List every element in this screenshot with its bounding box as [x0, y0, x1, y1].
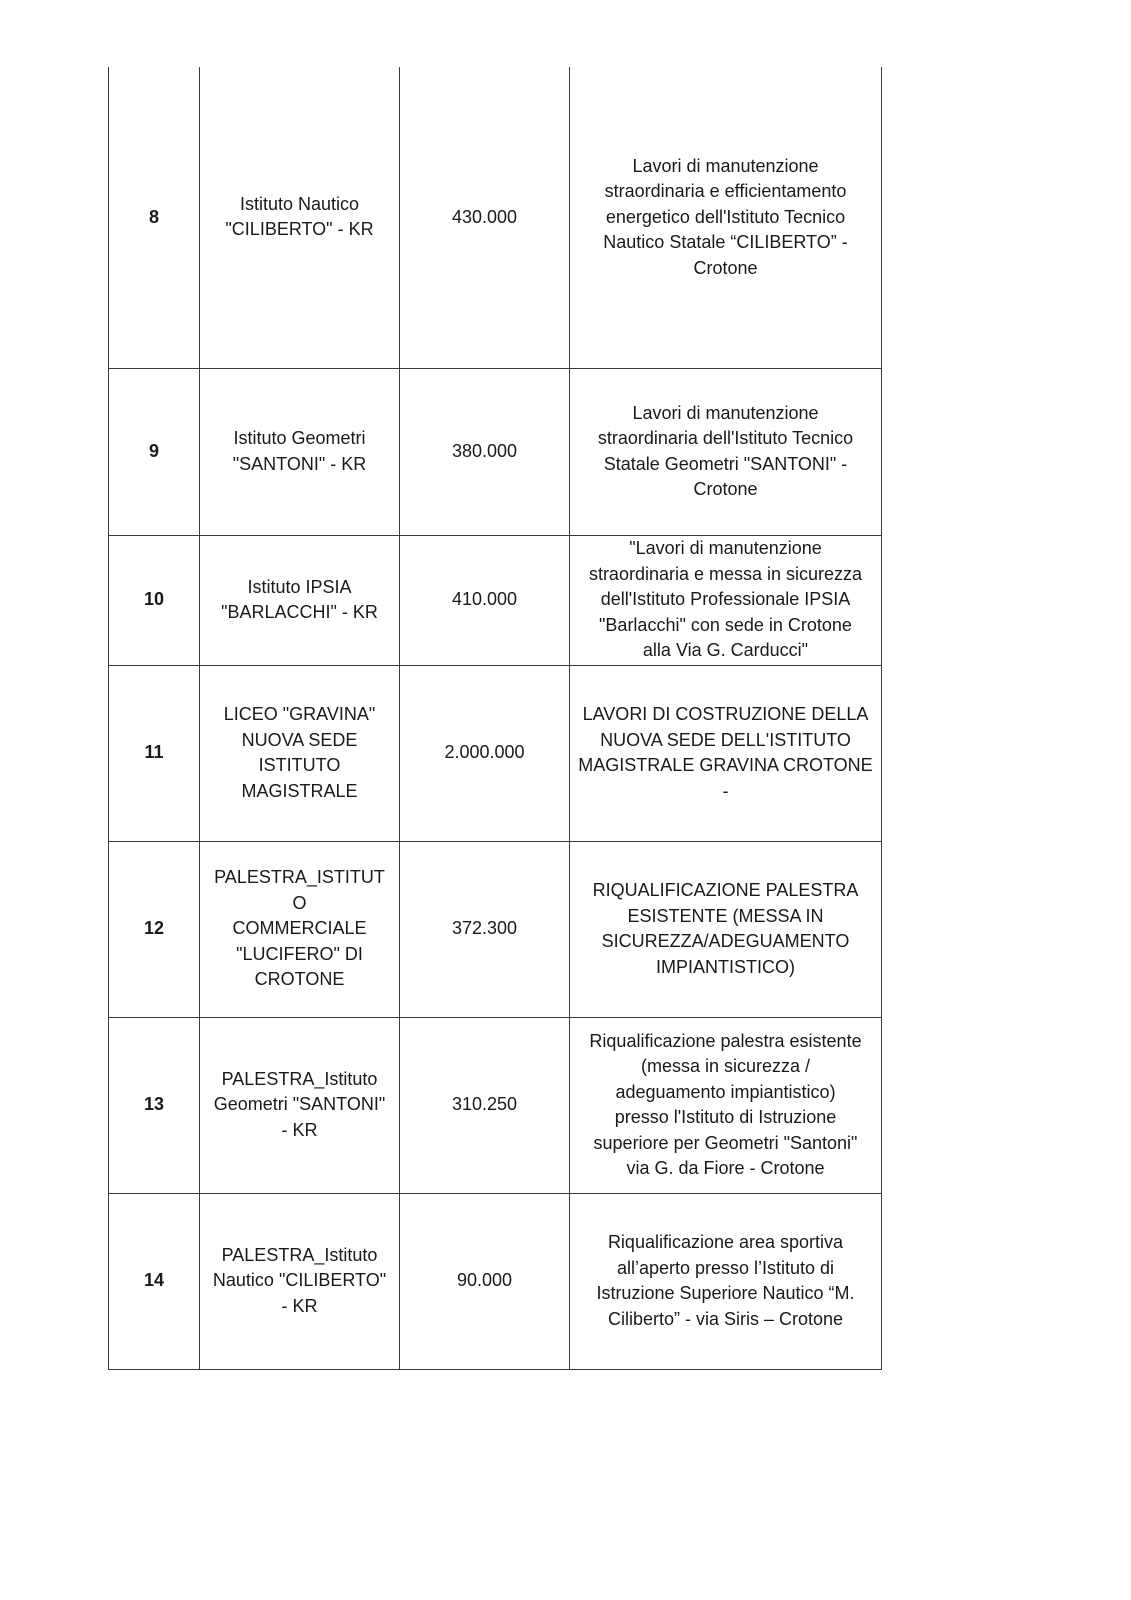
- cell-text-line: MAGISTRALE: [241, 780, 358, 801]
- cell-text-line: Lavori di manutenzione: [632, 155, 819, 176]
- cell-text-line: alla Via G. Carducci": [642, 640, 809, 661]
- amount-cell: 372.300: [400, 841, 570, 1017]
- row-number-cell: 11: [109, 665, 200, 841]
- cell-text-line: superiore per Geometri "Santoni": [593, 1132, 858, 1153]
- description-cell: [570, 1193, 882, 1369]
- works-table: [108, 67, 882, 1370]
- cell-text-line: - KR: [281, 1295, 318, 1316]
- table-row: [109, 535, 882, 665]
- cell-text-line: Istituto IPSIA: [247, 576, 352, 597]
- cell-text-line: CROTONE: [254, 969, 345, 990]
- cell-text-line: Statale Geometri "SANTONI" -: [603, 453, 848, 474]
- cell-text-line: "LUCIFERO" DI: [236, 943, 363, 964]
- amount-cell: 410.000: [400, 535, 570, 665]
- amount-cell: 380.000: [400, 368, 570, 535]
- description-cell: [570, 665, 882, 841]
- cell-text-line: PALESTRA_Istituto: [221, 1244, 378, 1265]
- cell-text-line: IMPIANTISTICO): [656, 956, 795, 977]
- cell-text-line: straordinaria dell'Istituto Tecnico: [597, 428, 854, 448]
- cell-text-line: Crotone: [693, 257, 758, 278]
- institute-name-cell: [200, 1017, 400, 1193]
- cell-text-line: all’aperto presso l’Istituto di: [616, 1257, 835, 1278]
- amount-cell: 90.000: [400, 1193, 570, 1369]
- table-row: [109, 1017, 882, 1193]
- row-number-cell: 13: [109, 1017, 200, 1193]
- description-cell: [570, 67, 882, 368]
- amount-cell: 310.250: [400, 1017, 570, 1193]
- cell-text-line: adeguamento impiantistico): [615, 1081, 836, 1102]
- cell-text-line: "CILIBERTO" - KR: [225, 219, 374, 240]
- cell-text-line: straordinaria e messa in sicurezza: [588, 563, 863, 584]
- description-cell: [570, 1017, 882, 1193]
- cell-text-line: ESISTENTE (MESSA IN: [627, 905, 824, 926]
- cell-text-line: Ciliberto” - via Siris – Crotone: [607, 1308, 844, 1329]
- cell-text-line: straordinaria e efficientamento: [604, 181, 847, 201]
- cell-text-line: "Barlacchi" con sede in Crotone: [599, 614, 852, 635]
- institute-name-cell: [200, 841, 400, 1017]
- row-number-cell: 8: [109, 67, 200, 368]
- cell-text-line: NUOVA SEDE DELL'ISTITUTO: [600, 729, 851, 750]
- cell-text-line: LAVORI DI COSTRUZIONE DELLA: [582, 704, 869, 724]
- cell-text-line: - KR: [281, 1119, 318, 1140]
- cell-text-line: Crotone: [693, 479, 758, 499]
- cell-text-line: NUOVA SEDE: [241, 729, 358, 750]
- works-table-body: [109, 67, 882, 1369]
- institute-name-cell: [200, 1193, 400, 1369]
- cell-text-line: Nautico Statale “CILIBERTO” -: [603, 232, 848, 252]
- row-number-cell: 9: [109, 368, 200, 535]
- table-row: [109, 1193, 882, 1369]
- cell-text-line: RIQUALIFICAZIONE PALESTRA: [592, 880, 859, 900]
- table-row: [109, 368, 882, 535]
- row-number-cell: 10: [109, 535, 200, 665]
- cell-text-line: Riqualificazione palestra esistente: [589, 1030, 862, 1051]
- cell-text-line: dell'Istituto Professionale IPSIA: [600, 589, 851, 610]
- cell-text-line: (messa in sicurezza /: [640, 1056, 811, 1076]
- institute-name-cell: [200, 368, 400, 535]
- institute-name-cell: [200, 67, 400, 368]
- description-cell: [570, 368, 882, 535]
- cell-text-line: presso l'Istituto di Istruzione: [614, 1107, 837, 1127]
- amount-cell: 2.000.000: [400, 665, 570, 841]
- cell-text-line: MAGISTRALE GRAVINA CROTONE -: [578, 755, 873, 801]
- cell-text-line: LICEO "GRAVINA": [223, 704, 376, 724]
- table-row: [109, 841, 882, 1017]
- cell-text-line: COMMERCIALE: [232, 918, 367, 939]
- cell-text-line: energetico dell'Istituto Tecnico: [605, 206, 846, 227]
- cell-text-line: "SANTONI" - KR: [232, 453, 367, 474]
- cell-text-line: Lavori di manutenzione: [632, 402, 819, 423]
- cell-text-line: Nautico "CILIBERTO": [212, 1270, 387, 1291]
- cell-text-line: Istituto Geometri: [233, 428, 366, 448]
- row-number-cell: 12: [109, 841, 200, 1017]
- cell-text-line: SICUREZZA/ADEGUAMENTO: [601, 931, 850, 951]
- institute-name-cell: [200, 665, 400, 841]
- cell-text-line: PALESTRA_ISTITUTO: [214, 867, 385, 913]
- cell-text-line: "BARLACCHI" - KR: [221, 602, 378, 622]
- cell-text-line: Istituto Nautico: [239, 193, 360, 214]
- cell-text-line: PALESTRA_Istituto: [221, 1068, 378, 1089]
- description-cell: [570, 841, 882, 1017]
- cell-text-line: Istruzione Superiore Nautico “M.: [596, 1283, 855, 1303]
- cell-text-line: ISTITUTO: [258, 755, 341, 775]
- cell-text-line: Riqualificazione area sportiva: [607, 1232, 844, 1252]
- row-number-cell: 14: [109, 1193, 200, 1369]
- description-cell: [570, 535, 882, 665]
- amount-cell: 430.000: [400, 67, 570, 368]
- table-row: [109, 665, 882, 841]
- cell-text-line: "Lavori di manutenzione: [629, 538, 822, 559]
- cell-text-line: via G. da Fiore - Crotone: [626, 1158, 825, 1178]
- institute-name-cell: [200, 535, 400, 665]
- cell-text-line: Geometri "SANTONI": [213, 1094, 386, 1115]
- table-row: [109, 67, 882, 368]
